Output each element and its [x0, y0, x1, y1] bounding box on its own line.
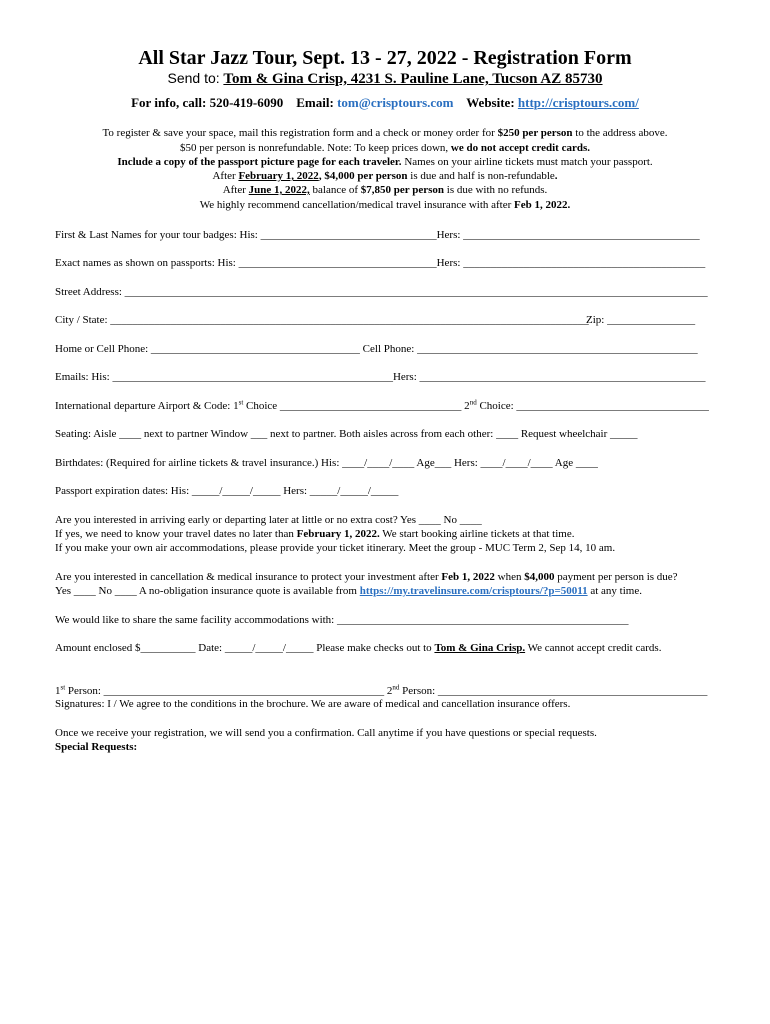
airport-sup-1: st: [238, 398, 244, 407]
ins-2a: Yes ____ No ____ A no-obligation insurance quote is available from: [55, 585, 360, 597]
passport-expiration-field[interactable]: Passport expiration dates: His: _____/_____/_____ Hers: _____/_____/_____: [55, 485, 399, 497]
instr-2b: we do not accept credit cards.: [450, 142, 590, 154]
arrival-2c: We start booking airline tickets at that time.: [379, 528, 575, 540]
ins-1d: $4,000: [524, 571, 555, 583]
send-to-label: Send to:: [167, 70, 220, 86]
sig-1-num: 1: [55, 685, 61, 697]
form-title: All Star Jazz Tour, Sept. 13 - 27, 2022 - Registration Form: [138, 47, 632, 69]
sig-2-sup: nd: [392, 683, 400, 692]
payee-name: Tom & Gina Crisp.: [434, 642, 526, 654]
instr-5a: After: [222, 184, 249, 196]
instr-5e: is due with no refunds.: [444, 184, 548, 196]
birthdates-field[interactable]: Birthdates: (Required for airline tickets & travel insurance.) His: ____/____/____ Age___ Hers: ____/____/____ Age ____: [55, 457, 598, 469]
phone-fields[interactable]: Home or Cell Phone: ______________________________________ Cell Phone: ___________________________________________________: [55, 343, 698, 355]
arrival-question[interactable]: Are you interested in arriving early or departing later at little or no extra cost? Yes ____ No ____: [55, 514, 482, 526]
signature-persons-line[interactable]: [55, 685, 707, 698]
badge-names-field[interactable]: First & Last Names for your tour badges: His: ________________________________Hers: ___________________________________________: [55, 229, 700, 241]
instruction-line-1: [0, 127, 770, 140]
special-requests-label: Special Requests:: [55, 741, 138, 753]
instr-3a: Include a copy of the passport picture page for each traveler.: [117, 156, 402, 168]
website-label: Website:: [466, 95, 515, 110]
instr-6b: Feb 1, 2022.: [514, 199, 571, 211]
arrival-2b: February 1, 2022.: [296, 528, 380, 540]
instruction-line-3: [0, 156, 770, 169]
arrival-line-2: [55, 528, 574, 541]
street-address-field[interactable]: Street Address: __________________________________________________________________________________________________________: [55, 286, 708, 298]
email-link[interactable]: tom@crisptours.com: [337, 95, 454, 110]
instr-2a: $50 per person is nonrefundable. Note: To keep prices down,: [179, 142, 451, 154]
instr-5b: June 1, 2022,: [248, 184, 310, 196]
instruction-line-6: [0, 199, 770, 212]
instruction-line-2: [0, 142, 770, 155]
instruction-line-5: [0, 184, 770, 197]
seating-field[interactable]: Seating: Aisle ____ next to partner Window ___ next to partner. Both aisles across from each other: ____ Request wheelchair _____: [55, 428, 638, 440]
airport-label: International departure Airport & Code: 1: [55, 400, 239, 412]
ins-1c: when: [494, 571, 525, 583]
send-to-line: [0, 70, 770, 88]
instr-3b: Names on your airline tickets must match your passport.: [401, 156, 653, 168]
instr-1b: $250 per person: [497, 127, 573, 139]
contact-info-line: [0, 95, 770, 110]
city-state-field[interactable]: City / State: _______________________________________________________________________________________: [55, 314, 589, 326]
airport-choice-2: Choice: ___________________________________: [476, 400, 709, 412]
ins-1a: Are you interested in cancellation & medical insurance to protect your investment after: [55, 571, 442, 583]
arrival-line-3: If you make your own air accommodations, please provide your ticket itinerary. Meet the group - MUC Term 2, Sep 14, 10 am.: [55, 542, 616, 554]
insurance-quote-link[interactable]: https://my.travelinsure.com/crisptours/?p=50011: [359, 585, 588, 597]
instr-1c: to the address above.: [572, 127, 668, 139]
instruction-line-4: [0, 170, 770, 183]
sig-1-field: Person: ___________________________________________________ 2: [65, 685, 393, 697]
zip-field[interactable]: Zip: ________________: [586, 314, 696, 326]
payment-line[interactable]: [55, 642, 661, 655]
instr-4d: $4,000 per person: [324, 170, 408, 182]
instr-5c: balance of: [309, 184, 361, 196]
insurance-answer-line[interactable]: [55, 585, 642, 598]
instr-6a: We highly recommend cancellation/medical travel insurance with after: [199, 199, 515, 211]
ins-2c: at any time.: [587, 585, 642, 597]
instr-4b: February 1, 2022: [238, 170, 319, 182]
share-accommodations-field[interactable]: We would like to share the same facility accommodations with: _____________________________________________________: [55, 614, 629, 626]
phone-info: For info, call: 520-419-6090: [131, 95, 284, 110]
airport-sup-2: nd: [469, 398, 477, 407]
instr-4c: ,: [318, 170, 325, 182]
arrival-2a: If yes, we need to know your travel dates no later than: [55, 528, 297, 540]
payment-note: We cannot accept credit cards.: [525, 642, 662, 654]
passport-names-field[interactable]: Exact names as shown on passports: His: ____________________________________Hers: ____________________________________________: [55, 257, 706, 269]
instr-4e: is due and half is non-refundable: [407, 170, 555, 182]
instr-5d: $7,850 per person: [360, 184, 445, 196]
departure-airport-field[interactable]: [55, 400, 709, 413]
closing-note: Once we receive your registration, we will send you a confirmation. Call anytime if you have questions or special requests.: [55, 727, 597, 739]
ins-1b: Feb 1, 2022: [441, 571, 495, 583]
instr-1a: To register & save your space, mail this registration form and a check or money order for: [102, 127, 498, 139]
email-label: Email:: [296, 95, 334, 110]
sig-1-sup: st: [60, 683, 66, 692]
email-fields[interactable]: Emails: His: ___________________________________________________Hers: ____________________________________________________: [55, 371, 706, 383]
ins-1e: payment per person is due?: [554, 571, 678, 583]
airport-choice-1: Choice _________________________________ 2: [243, 400, 470, 412]
sig-2-field: Person: _________________________________________________: [399, 685, 708, 697]
signature-agreement: Signatures: I / We agree to the conditions in the brochure. We are aware of medical and cancellation insurance offers.: [55, 698, 571, 710]
send-to-address: Tom & Gina Crisp, 4231 S. Pauline Lane, Tucson AZ 85730: [223, 71, 603, 87]
website-link[interactable]: http://crisptours.com/: [517, 95, 639, 110]
instr-4f: .: [554, 170, 558, 182]
payment-fields: Amount enclosed $__________ Date: _____/_____/_____ Please make checks out to: [55, 642, 435, 654]
instr-4a: After: [212, 170, 239, 182]
insurance-question: [55, 571, 678, 584]
